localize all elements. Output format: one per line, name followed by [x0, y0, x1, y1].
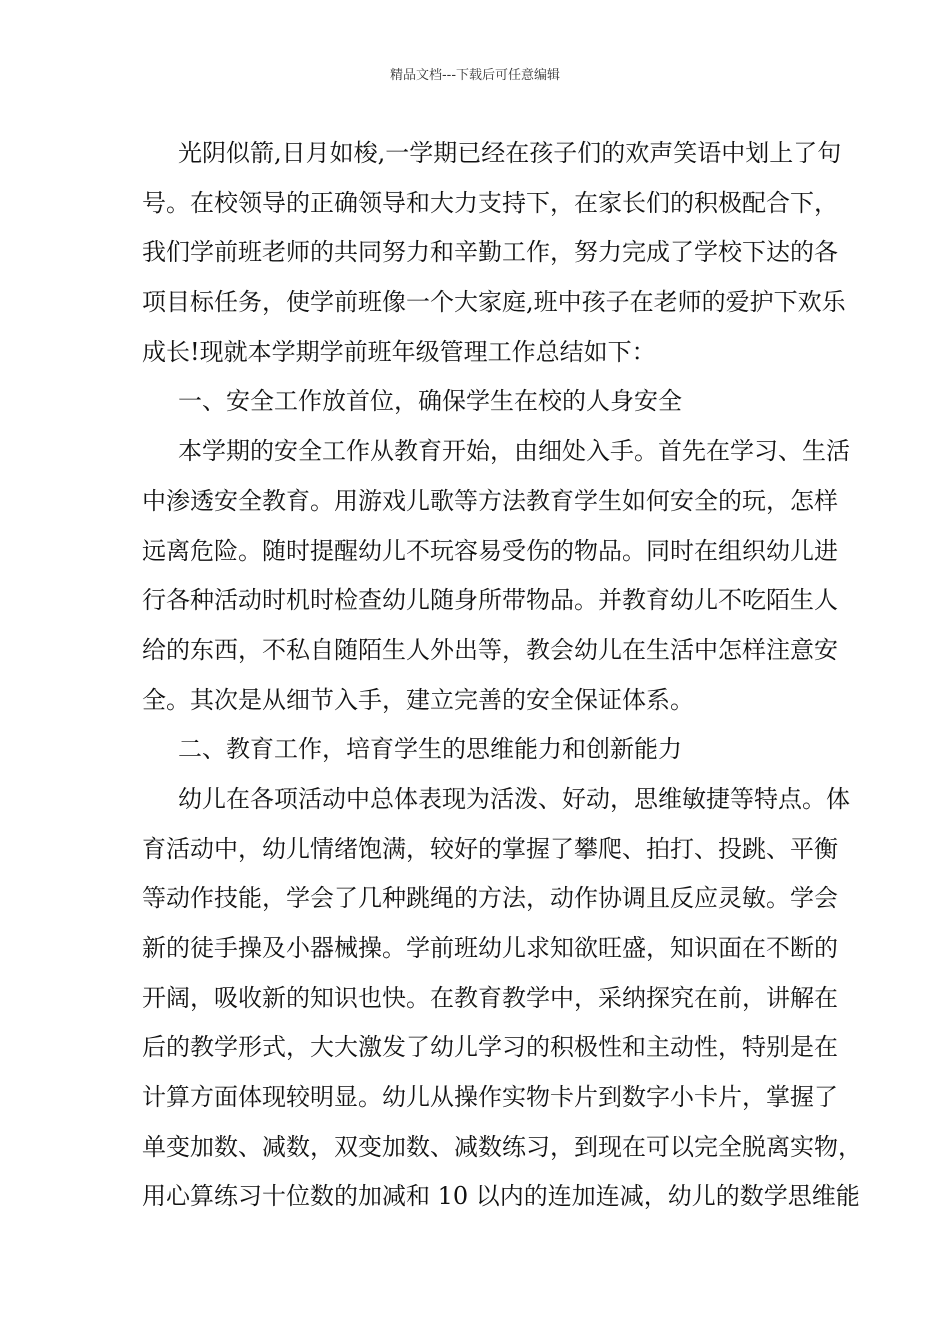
text-line: 项目标任务，使学前班像一个大家庭,班中孩子在老师的爱护下欢乐 [142, 288, 846, 317]
text-line: 成长!现就本学期学前班年级管理工作总结如下： [142, 337, 656, 366]
text-line: 远离危险。随时提醒幼儿不玩容易受伤的物品。同时在组织幼儿进 [142, 536, 838, 565]
body-text [142, 136, 862, 1229]
text-line: 单变加数、减数，双变加数、减数练习，到现在可以完全脱离实物， [142, 1132, 862, 1161]
text-line: 光阴似箭,日月如梭,一学期已经在孩子们的欢声笑语中划上了句 [178, 139, 842, 167]
text-line: 本学期的安全工作从教育开始，由细处入手。首先在学习、生活 [178, 437, 850, 466]
text-line: 我们学前班老师的共同努力和辛勤工作，努力完成了学校下达的各 [142, 238, 838, 267]
text-line: 行各种活动时机时检查幼儿随身所带物品。并教育幼儿不吃陌生人 [142, 586, 838, 615]
text-line: 给的东西，不私自随陌生人外出等，教会幼儿在生活中怎样注意安 [142, 635, 838, 664]
text-line: 幼儿在各项活动中总体表现为活泼、好动，思维敏捷等特点。体 [178, 784, 850, 813]
text-line: 计算方面体现较明显。幼儿从操作实物卡片到数字小卡片，掌握了 [142, 1083, 838, 1112]
text-line: 后的教学形式，大大激发了幼儿学习的积极性和主动性，特别是在 [142, 1033, 838, 1062]
page-header: 精品文档---下载后可任意编辑 [389, 68, 561, 83]
text-line: 开阔，吸收新的知识也快。在教育教学中，采纳探究在前，讲解在 [142, 983, 838, 1012]
text-line: 号。在校领导的正确领导和大力支持下，在家长们的积极配合下， [142, 188, 838, 217]
text-line: 等动作技能，学会了几种跳绳的方法，动作协调且反应灵敏。学会 [142, 884, 838, 913]
text-line: 全。其次是从细节入手，建立完善的安全保证体系。 [142, 685, 694, 714]
text-line: 新的徒手操及小器械操。学前班幼儿求知欲旺盛，知识面在不断的 [142, 934, 838, 962]
text-line: 育活动中，幼儿情绪饱满，较好的掌握了攀爬、拍打、投跳、平衡 [142, 834, 838, 863]
text-line: 二、教育工作，培育学生的思维能力和创新能力 [178, 735, 682, 764]
text-line: 一、安全工作放首位，确保学生在校的人身安全 [178, 387, 682, 416]
text-line: 中渗透安全教育。用游戏儿歌等方法教育学生如何安全的玩，怎样 [142, 486, 838, 515]
text-line: 用心算练习十位数的加减和 10 以内的连加连减，幼儿的数学思维能 [142, 1182, 860, 1211]
